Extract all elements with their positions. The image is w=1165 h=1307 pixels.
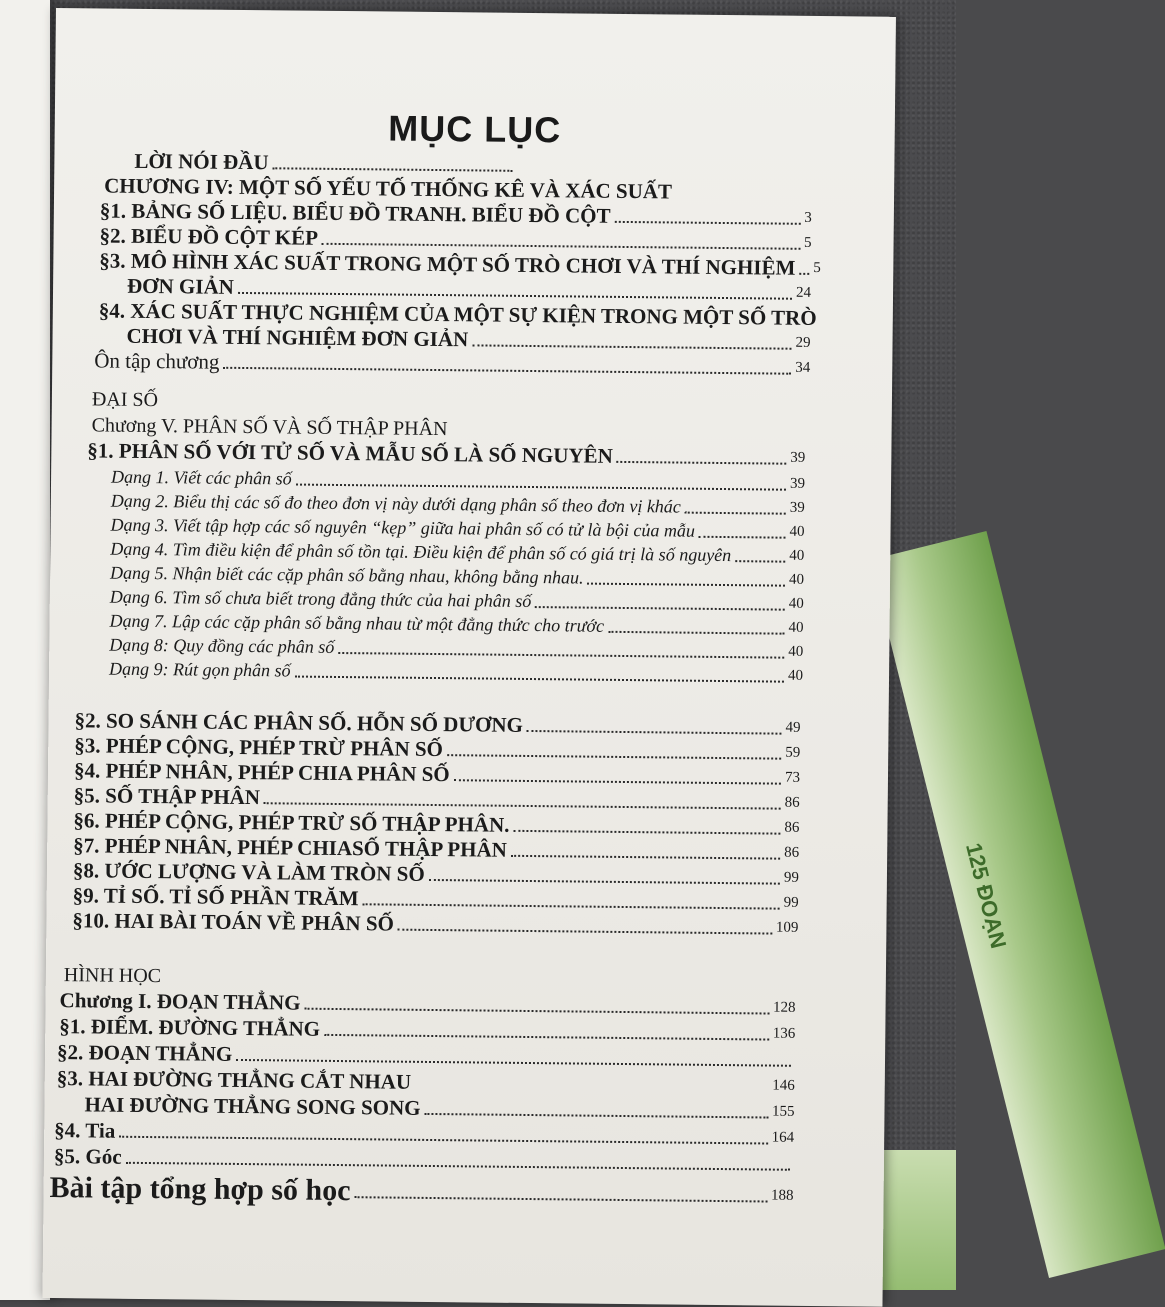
toc-entry-label: §10. HAI BÀI TOÁN VỀ PHÂN SỐ [72,908,395,936]
dot-leader [223,367,791,375]
page-number: 29 [795,334,811,351]
dot-leader [264,802,781,809]
toc-entry-label: §3. MÔ HÌNH XÁC SUẤT TRONG MỘT SỐ TRÒ CHƠI VÀ THÍ NGHIỆM [99,248,796,280]
dot-leader [238,292,792,300]
toc-entry-label: §2. ĐOẠN THẲNG [56,1040,233,1066]
page-number: 40 [788,595,804,612]
toc-entry-label: §3. PHÉP CỘNG, PHÉP TRỪ PHÂN SỐ [74,733,444,762]
toc-entry-label: §2. BIỂU ĐỒ CỘT KÉP [99,223,319,250]
toc-entry-label: §1. ĐIỂM. ĐƯỜNG THẲNG [59,1014,321,1041]
toc-entry-label: Dạng 6. Tìm số chưa biết trong đẳng thức của hai phân số [109,586,532,612]
toc-entry-label: Ôn tập chương [94,348,220,374]
page-number: 49 [785,719,801,736]
dot-leader [699,536,786,539]
page-number: 73 [784,769,801,786]
page-title: MỤC LỤC [388,107,562,151]
dot-leader [587,583,785,587]
dot-leader [273,167,513,172]
page-number: 109 [775,919,799,936]
page-number: 86 [784,819,800,836]
toc-entry-label: §4. PHÉP NHÂN, PHÉP CHIA PHÂN SỐ [73,758,450,787]
page-number: 164 [771,1129,795,1146]
dot-leader [511,855,780,860]
toc-entry-label: CHƠI VÀ THÍ NGHIỆM ĐƠN GIẢN [126,323,469,352]
page-number: 40 [789,547,805,564]
toc-entry-label: LỜI NÓI ĐẦU [134,148,269,175]
dot-leader [236,1059,791,1067]
toc-entry-label: Dạng 1. Viết các phân số [110,466,292,489]
toc-entry-label: Bài tập tổng hợp số học [49,1170,351,1208]
side-book-label: 125 ĐOẠN [961,840,1012,951]
toc-entry-label: §6. PHÉP CỘNG, PHÉP TRỪ SỐ THẬP PHÂN. [73,808,510,837]
page-number: 24 [795,284,812,301]
dot-leader [447,754,781,760]
toc-entry-label: HAI ĐƯỜNG THẲNG SONG SONG [84,1092,421,1120]
page-number: 86 [784,794,800,811]
toc-entry-label: Chương I. ĐOẠN THẲNG [59,988,301,1015]
toc-entry-label: §4. XÁC SUẤT THỰC NGHIỆM CỦA MỘT SỰ KIỆN TRONG MỘT SỐ TRÒ [98,298,817,330]
toc-entry-final [49,1170,794,1208]
toc-entry-label: Dạng 4. Tìm điều kiện để phân số tồn tại. Điều kiện để phân số có giá trị là số nguyên [110,538,732,566]
dot-leader [513,830,780,835]
dot-leader [296,484,786,491]
page-number: 39 [790,449,806,466]
page-number: 40 [789,523,805,540]
toc-entry-label: Dạng 2. Biểu thị các số đo theo đơn vị này dưới dạng phân số theo đơn vị khác [110,490,681,517]
page-number: 99 [783,894,799,911]
page-number: 99 [783,869,800,886]
section-heading-algebra: ĐẠI SỐ [91,388,159,412]
page-number: 86 [784,844,800,861]
dot-leader [424,1113,767,1119]
section-heading-geometry: HÌNH HỌC [63,964,162,988]
page-number: 146 [772,1077,795,1094]
dot-leader [429,879,780,885]
toc-entry-label: §9. TỈ SỐ. TỈ SỐ PHẦN TRĂM [72,883,359,911]
page-number: 40 [787,667,804,684]
toc-entry-label: Dạng 8: Quy đồng các phân số [109,634,335,657]
toc-entry-label: ĐƠN GIẢN [126,273,234,299]
dot-leader [354,1196,767,1202]
toc-entry-label: CHƯƠNG IV: MỘT SỐ YẾU TỐ THỐNG KÊ VÀ XÁC SUẤT [104,173,673,204]
toc-entry-label: §1. BẢNG SỐ LIỆU. BIỂU ĐỒ TRANH. BIỂU ĐỒ CỘT [99,198,611,228]
dot-leader [398,929,772,935]
chapter-heading-v: Chương V. PHÂN SỐ VÀ SỐ THẬP PHÂN [91,414,448,441]
toc-entry [54,1144,794,1176]
dot-leader [685,512,786,515]
page-number: 188 [771,1187,794,1204]
toc-page [42,8,895,1307]
dot-leader [735,560,785,563]
toc-entry-label: §5. Góc [53,1144,122,1169]
page-number: 5 [813,259,821,277]
dot-leader [322,243,800,250]
dot-leader [799,273,809,275]
page-number: 39 [789,499,805,516]
page-number: 5 [803,234,812,251]
page-number: 155 [771,1103,795,1120]
dot-leader [415,1089,768,1093]
dot-leader [338,652,784,659]
toc-entry-label: Dạng 7. Lập các cặp phân số bằng nhau từ một đẳng thức cho trước [109,610,605,636]
dot-leader [614,221,800,225]
page-number: 40 [788,571,805,588]
toc-entry-label: §8. ƯỚC LƯỢNG VÀ LÀM TRÒN SỐ [72,858,425,886]
toc-entry-label: Dạng 9: Rút gọn phân số [108,658,291,681]
toc-entry-label: §2. SO SÁNH CÁC PHÂN SỐ. HỖN SỐ DƯƠNG [74,708,524,737]
page-number: 136 [772,1025,796,1042]
dot-leader [295,676,784,683]
dot-leader [304,1008,769,1015]
page-number: 39 [789,475,806,492]
toc-entry-label: §1. PHÂN SỐ VỚI TỬ SỐ VÀ MẪU SỐ LÀ SỐ NGUYÊN [87,438,613,468]
page-number: 34 [795,359,811,376]
dot-leader [472,344,791,349]
toc-entry-label: §7. PHÉP NHÂN, PHÉP CHIASỐ THẬP PHÂN [73,833,507,862]
toc-entry-label: Dạng 5. Nhận biết các cặp phân số bằng nhau, không bằng nhau. [109,562,584,588]
toc-entry-label: §5. SỐ THẬP PHÂN [73,783,261,810]
toc-entry-label: §4. Tia [54,1118,116,1143]
dot-leader [126,1162,790,1171]
left-page-edge [0,0,50,1300]
dot-leader [119,1136,767,1145]
page-number: 40 [788,619,804,636]
page-number: 128 [772,999,796,1016]
toc-entry-label: Dạng 3. Viết tập hợp các số nguyên “kẹp” giữa hai phân số có tử là bội của mẫu [110,514,696,541]
page-number: 3 [804,209,812,226]
dot-leader [608,631,784,635]
dot-leader [527,730,782,735]
dot-leader [535,606,785,611]
page-number: 40 [788,643,804,660]
page-number: 59 [785,744,801,761]
dot-leader [454,779,781,784]
toc-entry-label: §3. HAI ĐƯỜNG THẲNG CẮT NHAU [56,1066,412,1094]
dot-leader [617,461,787,465]
dot-leader [363,903,780,909]
dot-leader [324,1034,769,1041]
